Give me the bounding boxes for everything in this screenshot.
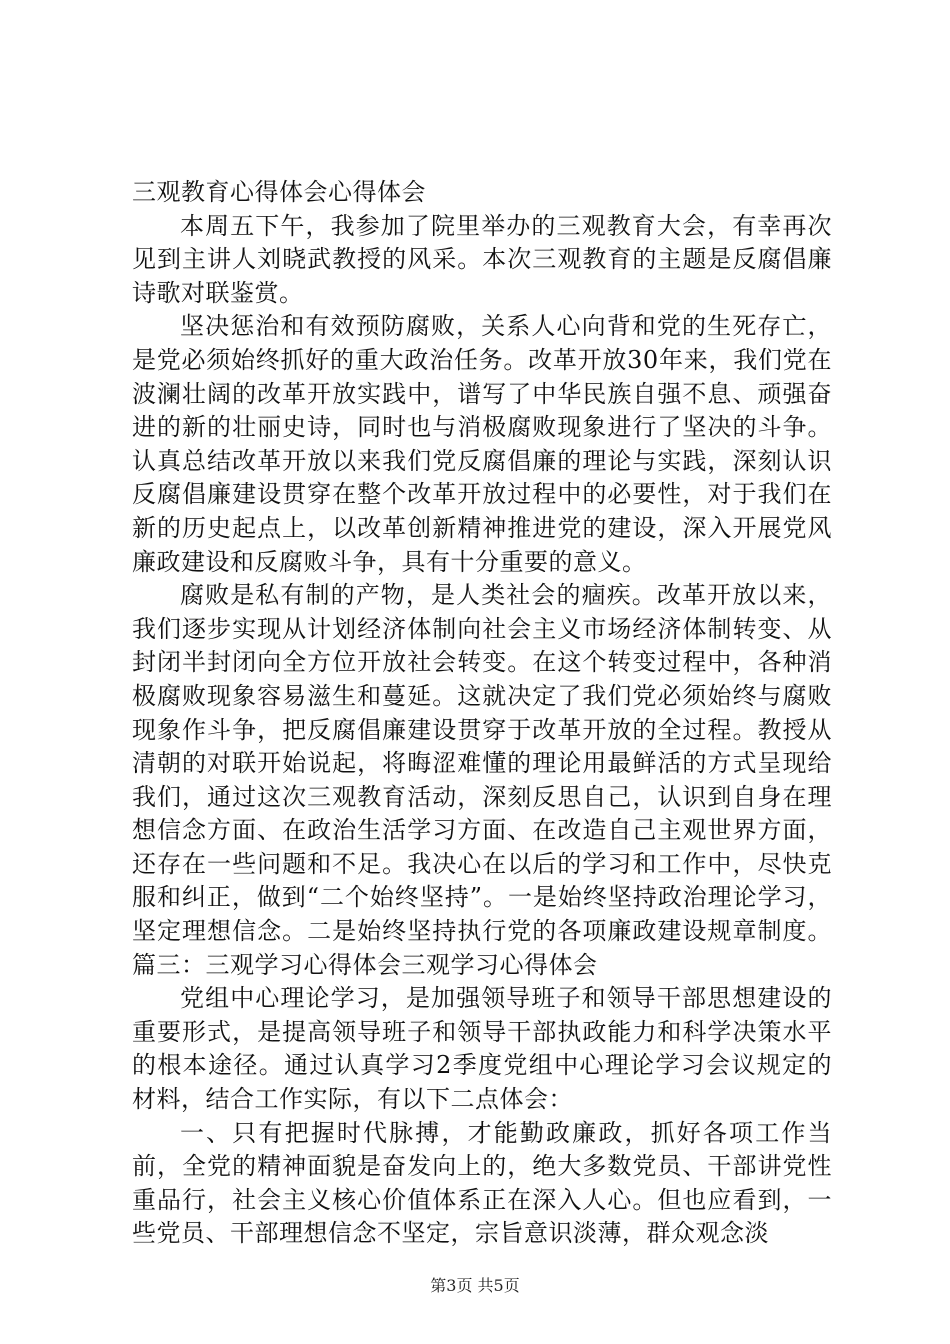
paragraph-4: 党组中心理论学习，是加强领导班子和领导干部思想建设的重要形式，是提高领导班子和领导干部执政能力和科学决策水平的根本途径。通过认真学习2季度党组中心理论学习会议规定的材料，结合工作实际，有以下二点体会： bbox=[132, 984, 832, 1114]
document-body bbox=[132, 176, 832, 1251]
document-title: 三观教育心得体会心得体会 bbox=[132, 178, 426, 206]
paragraph-2: 坚决惩治和有效预防腐败，关系人心向背和党的生死存亡，是党必须始终抓好的重大政治任务。改革开放30年来，我们党在波澜壮阔的改革开放实践中，谱写了中华民族自强不息、顽强奋进的新的壮丽史诗，同时也与消极腐败现象进行了坚决的斗争。认真总结改革开放以来我们党反腐倡廉的理论与实践，深刻认识反腐倡廉建设贯穿在整个改革开放过程中的必要性，对于我们在新的历史起点上，以改革创新精神推进党的建设，深入开展党风廉政建设和反腐败斗争，具有十分重要的意义。 bbox=[132, 312, 832, 576]
page-number: 第3页 共5页 bbox=[430, 1276, 520, 1295]
paragraph-5: 一、只有把握时代脉搏，才能勤政廉政，抓好各项工作当前，全党的精神面貌是奋发向上的，绝大多数党员、干部讲党性重品行，社会主义核心价值体系正在深入人心。但也应看到，一些党员、干部理想信念不坚定，宗旨意识淡薄，群众观念淡 bbox=[132, 1118, 832, 1248]
paragraph-1: 本周五下午，我参加了院里举办的三观教育大会，有幸再次见到主讲人刘晓武教授的风采。本次三观教育的主题是反腐倡廉诗歌对联鉴赏。 bbox=[132, 211, 832, 307]
paragraph-3: 腐败是私有制的产物，是人类社会的痼疾。改革开放以来，我们逐步实现从计划经济体制向社会主义市场经济体制转变、从封闭半封闭向全方位开放社会转变。在这个转变过程中，各种消极腐败现象容易滋生和蔓延。这就决定了我们党必须始终与腐败现象作斗争，把反腐倡廉建设贯穿于改革开放的全过程。教授从清朝的对联开始说起，将晦涩难懂的理论用最鲜活的方式呈现给我们，通过这次三观教育活动，深刻反思自己，认识到自身在理想信念方面、在政治生活学习方面、在改造自己主观世界方面，还存在一些问题和不足。我决心在以后的学习和工作中，尽快克服和纠正，做到“二个始终坚持”。一是始终坚持政治理论学习，坚定理想信念。二是始终坚持执行党的各项廉政建设规章制度。篇三：三观学习心得体会三观学习心得体会 bbox=[132, 581, 832, 979]
page-footer bbox=[0, 1276, 950, 1296]
